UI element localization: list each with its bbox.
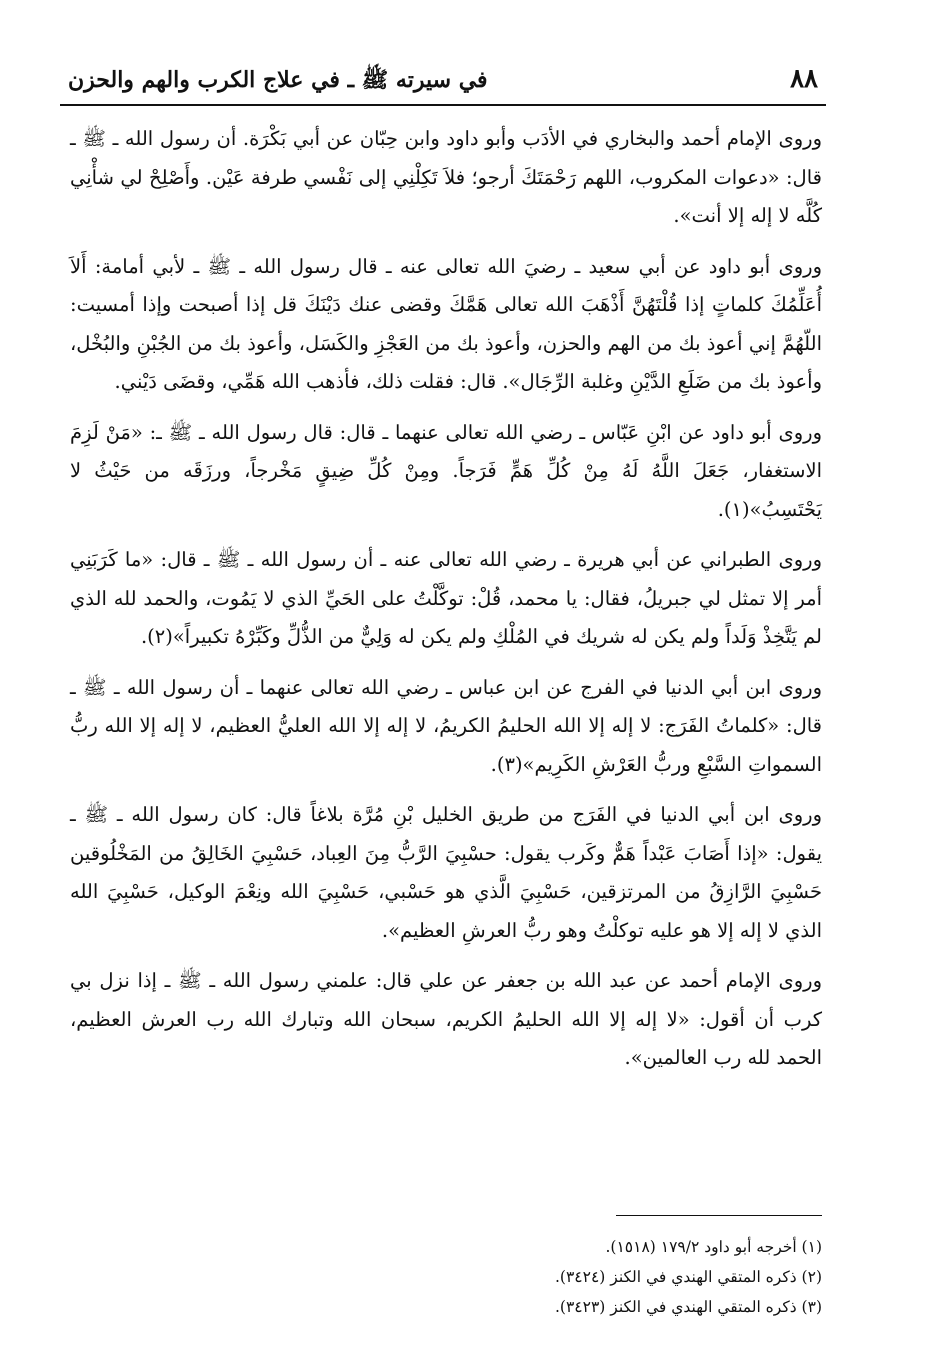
footnotes: [70, 1232, 822, 1322]
footnote-2: (٢) ذكره المتقي الهندي في الكنز (٣٤٢٤).: [555, 1268, 822, 1286]
paragraph-6: وروى ابن أبي الدنيا في الفَرَج من طريق الخليل بْنِ مُرَّة بلاغاً قال: كان رسول الله ـ ﷺ ـ يقول: «إذا أَصَابَ عَبْداً هَمٌّ وكَرب يقول: حسْبِيَ الرَّبُّ مِنَ العِباد، حَسْبِيَ الخَالِقُ من المَخْلُوقين حَسْبِيَ الرَّازِقُ من المرتزقين، حَسْبِيَ الَّذي هو حَسْبي، حَسْبِيَ الله ونِعْمَ الوكيل، حَسْبِيَ الله الذي لا إله إلا هو عليه توكلْتُ وهو ربُّ العرشِ العظيم».: [70, 803, 822, 942]
footnote-1: (١) أخرجه أبو داود ١٧٩/٢ (١٥١٨).: [605, 1238, 822, 1256]
paragraph-3: وروى أبو داود عن ابْنِ عَبّاس ـ رضي الله تعالى عنهما ـ قال: قال رسول الله ـ ﷺ ـ: «مَنْ لَزِمَ الاستغفار، جَعَلَ اللَّهُ لَهُ مِنْ كُلِّ هَمٍّ فَرَجاً. ومِنْ كُلِّ ضِيقٍ مَخْرجاً، ورزَقَه من حَيْثُ لا يَحْتَسِبُ»(١).: [70, 420, 822, 521]
paragraph-7: وروى الإمام أحمد عن عبد الله بن جعفر عن علي قال: علمني رسول الله ـ ﷺ ـ إذا نزل بي كرب أن أقول: «لا إله إلا الله الحليمُ الكريم، سبحان الله وتبارك الله رب العرش العظيم، الحمد لله رب العالمين».: [70, 969, 822, 1069]
page-number: ٨٨: [790, 64, 818, 94]
paragraph-4: وروى الطبراني عن أبي هريرة ـ رضي الله تعالى عنه ـ أن رسول الله ـ ﷺ ـ قال: «ما كَرَبَنِي أمر إلا تمثل لي جبريلُ، فقال: يا محمد، قُلْ: توكَّلْتُ على الحَيِّ الذي لا يَمُوت، والحمد لله الذي لم يَتَّخِذْ وَلَداً ولم يكن له شريك في المُلْكِ ولم يكن له وَلِيٌّ من الذُّلِّ وكَبِّرْهُ تكبيراً»(٢).: [70, 548, 822, 648]
paragraph-5: وروى ابن أبي الدنيا في الفرج عن ابن عباس ـ رضي الله تعالى عنهما ـ أن رسول الله ـ ﷺ ـ قال: «كلماتُ الفَرَج: لا إله إلا الله الحليمُ الكريمُ، لا إله إلا الله العليُّ العظيم، لا إله إلا الله ربُّ السمواتِ السَّبْعِ وربُّ العَرْشِ الكَرِيم»(٣).: [70, 675, 822, 776]
running-head: في سيرته ﷺ ـ في علاج الكرب والهم والحزن: [68, 67, 488, 93]
body-text: [70, 120, 822, 1090]
footnote-divider: [616, 1215, 822, 1216]
paragraph-1: وروى الإمام أحمد والبخاري في الأدَب وأبو داود وابن حِبّان عن أبي بَكْرَة. أن رسول الله ـ ﷺ ـ قال: «دعوات المكروب، اللهم رَحْمَتَكَ أرجو؛ فلاَ تَكِلْنِي إلى نَفْسي طرفة عَيْن. وأَصْلِحْ لي شأْنِي كُلَّه لا إله إلا أنت».: [70, 127, 822, 227]
page-header: [60, 58, 826, 106]
footnote-3: (٣) ذكره المتقي الهندي في الكنز (٣٤٢٣).: [555, 1298, 822, 1316]
paragraph-2: وروى أبو داود عن أبي سعيد ـ رضيَ الله تعالى عنه ـ قال رسول الله ـ ﷺ ـ لأبي أمامة: أَلاَ أُعَلِّمُكَ كلماتٍ إذا قُلْتَهُنَّ أَذْهَبَ الله تعالى هَمَّكَ وقضى عنك دَيْنَكَ قل إذا أصبحت وإذا أمسيت: اللّهُمَّ إني أعوذ بك من الهم والحزن، وأعوذ بك من العَجْزِ والكَسَل، وأعوذ بك من الجُبْنِ والبُخْل، وأعوذ بك من ضَلَعِ الدَّيْنِ وغلبة الرِّجَال». قال: فقلت ذلك، فأذهب الله هَمِّي، وقضَى دَيْني.: [70, 254, 822, 393]
